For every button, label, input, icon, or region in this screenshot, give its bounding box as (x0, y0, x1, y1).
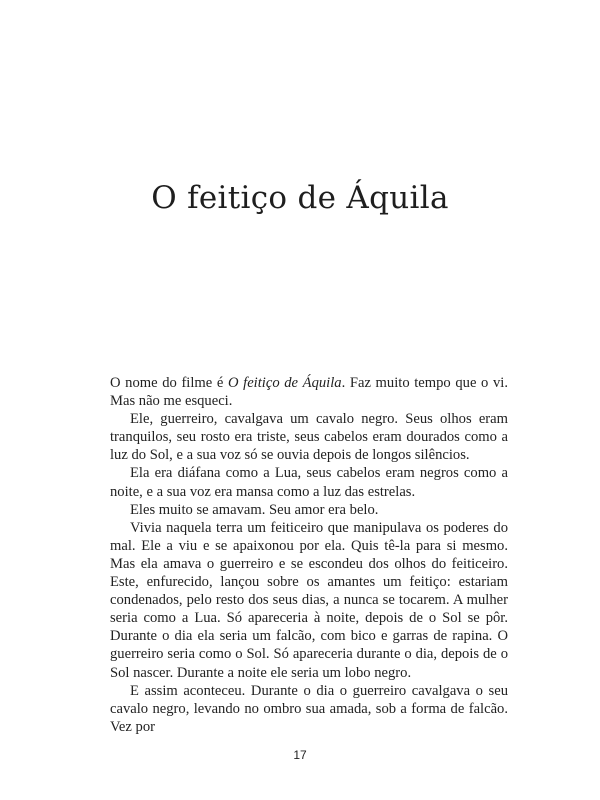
paragraph-4: Eles muito se amavam. Seu amor era belo. (130, 501, 379, 518)
paragraph-1 (110, 374, 508, 410)
chapter-title: O feitiço de Áquila (151, 180, 449, 216)
paragraph-1-text-a: O nome do filme é (110, 375, 228, 391)
paragraph-1-text-b: . Faz muito tempo que o vi. Mas não me esqueci. (110, 375, 508, 410)
page-number: 17 (293, 748, 307, 762)
chapter-body (110, 374, 508, 736)
paragraph-3: Ela era diáfana como a Lua, seus cabelos eram negros como a noite, e a sua voz era mansa como a luz das estrelas. (110, 465, 508, 500)
paragraph-5: Vivia naquela terra um feiticeiro que manipulava os poderes do mal. Ele a viu e se apaixonou por ela. Quis tê-la para si mesmo. Mas ela amava o guerreiro e se escondeu dos olhos do feiticeiro. Este, enfurecido, lançou sobre os amantes um feitiço: estariam condenados, pelo resto dos seus dias, a nunca se tocarem. A mulher seria como a Lua. Só apareceria à noite, depois de o Sol se pôr. Durante o dia ela seria um falcão, com bico e garras de rapina. O guerreiro seria como o Sol. Só apareceria durante o dia, depois de o Sol nascer. Durante a noite ele seria um lobo negro. (110, 519, 508, 681)
film-title-italic: O feitiço de Áquila (227, 375, 342, 391)
paragraph-2: Ele, guerreiro, cavalgava um cavalo negro. Seus olhos eram tranquilos, seu rosto era triste, seus cabelos eram dourados como a luz do Sol, e a sua voz só se ouvia depois de longos silêncios. (110, 411, 508, 464)
paragraph-6: E assim aconteceu. Durante o dia o guerreiro cavalgava o seu cavalo negro, levando no ombro sua amada, sob a forma de falcão. Vez por (110, 682, 508, 735)
